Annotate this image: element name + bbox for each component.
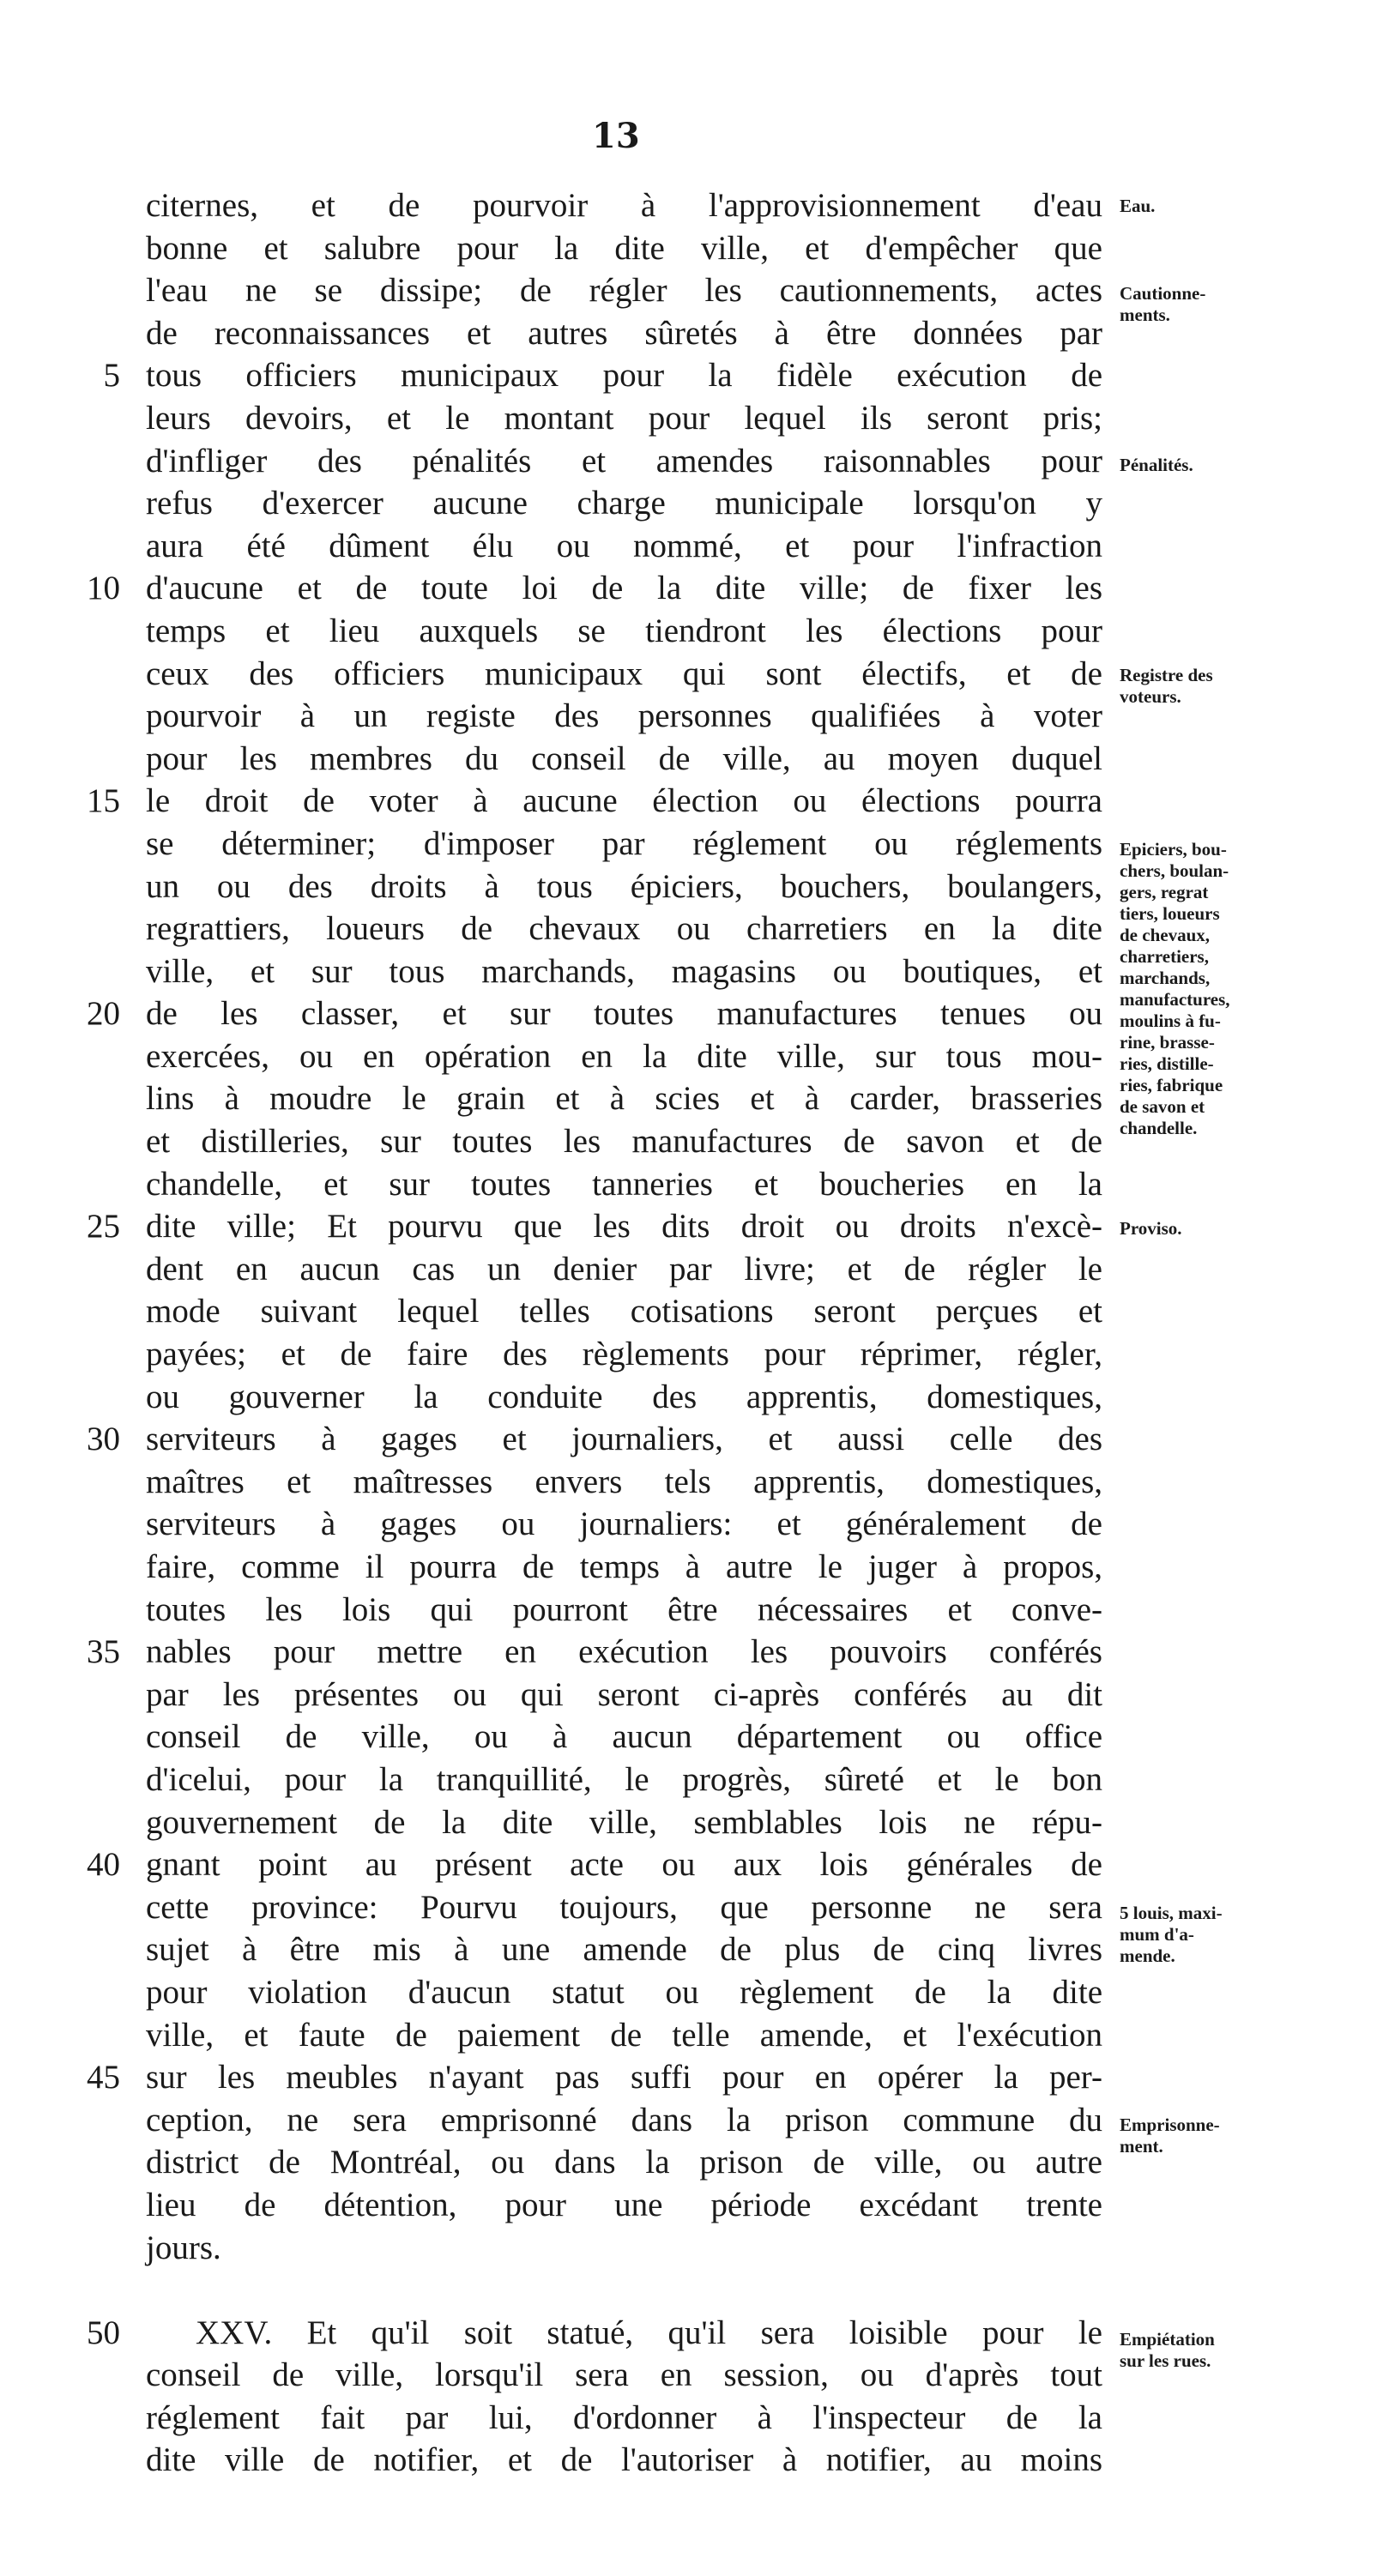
- line-text: gnant point au présent acte ou aux lois générales de: [146, 1846, 1102, 1884]
- margin-note-line: marchands,: [1120, 968, 1211, 988]
- line-text: un ou des droits à tous épiciers, bouchers, boulangers,: [146, 867, 1102, 905]
- text-line: [87, 567, 1102, 610]
- text-line: [103, 354, 1102, 397]
- text-line: [146, 1716, 1102, 1759]
- text-line: [146, 1546, 1102, 1589]
- margin-note-line: Pénalités.: [1120, 455, 1193, 475]
- text-line: [146, 1503, 1102, 1546]
- line-text: ception, ne sera emprisonné dans la prison commune du: [146, 2101, 1102, 2139]
- page-number: 13: [592, 116, 640, 156]
- margin-note-registre: [1120, 665, 1377, 708]
- text-line: [146, 184, 1102, 227]
- text-line: [146, 908, 1102, 950]
- line-number: 50: [87, 2314, 120, 2351]
- line-text: XXV. Et qu'il soit statué, qu'il sera loisible pour le: [196, 2314, 1102, 2351]
- margin-note-line: Registre des: [1120, 665, 1213, 685]
- margin-note-line: ments.: [1120, 305, 1170, 325]
- line-text: exercées, ou en opération en la dite ville, sur tous mou-: [146, 1037, 1102, 1075]
- text-line: [87, 2056, 1102, 2099]
- line-number: 20: [87, 995, 120, 1033]
- text-line: [146, 1035, 1102, 1078]
- text-line: [146, 1120, 1102, 1163]
- line-text: ville, et sur tous marchands, magasins ou boutiques, et: [146, 952, 1102, 990]
- text-line: [146, 823, 1102, 866]
- line-text: dent en aucun cas un denier par livre; et de régler le: [146, 1250, 1102, 1288]
- text-line: [146, 653, 1102, 696]
- margin-note-line: Emprisonne-: [1120, 2114, 1220, 2135]
- line-text: réglement fait par lui, d'ordonner à l'inspecteur de la: [146, 2398, 1102, 2436]
- margin-note-line: mende.: [1120, 1946, 1175, 1966]
- margin-note-line: tiers, loueurs: [1120, 903, 1220, 924]
- text-line: [146, 1971, 1102, 2014]
- line-text: nables pour mettre en exécution les pouvoirs conférés: [146, 1633, 1102, 1671]
- text-line: [146, 1589, 1102, 1632]
- line-text: conseil de ville, lorsqu'il sera en session, ou d'après tout: [146, 2356, 1102, 2394]
- margin-note-line: de chevaux,: [1120, 925, 1210, 945]
- line-text: serviteurs à gages et journaliers, et aussi celle des: [146, 1421, 1102, 1458]
- line-text: ou gouverner la conduite des apprentis, domestiques,: [146, 1378, 1102, 1415]
- line-number: 40: [87, 1846, 120, 1884]
- margin-note-line: Eau.: [1120, 196, 1156, 216]
- line-text: mode suivant lequel telles cotisations seront perçues et: [146, 1293, 1102, 1330]
- line-text: sur les meubles n'ayant pas suffi pour en opérer la per-: [146, 2059, 1102, 2096]
- margin-note-proviso: [1120, 1218, 1377, 1240]
- line-text: aura été dûment élu ou nommé, et pour l'infraction: [146, 527, 1102, 564]
- margin-note-line: gers, regrat: [1120, 882, 1209, 902]
- line-text: cette province: Pourvu toujours, que personne ne sera: [146, 1888, 1102, 1926]
- margin-note-epiciers: [1120, 839, 1377, 1139]
- margin-note-line: Proviso.: [1120, 1218, 1182, 1239]
- text-line: [146, 610, 1102, 653]
- margin-note-line: ment.: [1120, 2136, 1163, 2157]
- line-text: lins à moudre le grain et à scies et à carder, brasseries: [146, 1080, 1102, 1118]
- line-text: citernes, et de pourvoir à l'approvisionnement d'eau: [146, 187, 1102, 224]
- line-text: gouvernement de la dite ville, semblables lois ne répu-: [146, 1803, 1102, 1841]
- text-line: [146, 866, 1102, 908]
- line-text: refus d'exercer aucune charge municipale lorsqu'on y: [146, 485, 1102, 522]
- margin-note-line: Epiciers, bou-: [1120, 839, 1227, 860]
- text-line: [87, 1205, 1102, 1248]
- text-line: [146, 482, 1102, 525]
- section-heading-line: [87, 2312, 1102, 2355]
- text-line: [146, 269, 1102, 312]
- line-text: tous officiers municipaux pour la fidèle exécution de: [146, 357, 1102, 395]
- line-number: 45: [87, 2059, 120, 2096]
- text-line: [146, 1801, 1102, 1844]
- text-line: [87, 780, 1102, 823]
- margin-note-line: Cautionne-: [1120, 283, 1206, 304]
- text-line: [87, 992, 1102, 1035]
- text-line: [87, 1843, 1102, 1886]
- line-number: 25: [87, 1208, 120, 1246]
- text-line: [146, 950, 1102, 993]
- text-line: [146, 312, 1102, 355]
- line-text: serviteurs à gages ou journaliers: et généralement de: [146, 1505, 1102, 1543]
- line-text: sujet à être mis à une amende de plus de cinq livres: [146, 1931, 1102, 1969]
- line-text: toutes les lois qui pourront être nécessaires et conve-: [146, 1590, 1102, 1628]
- text-line: [146, 1674, 1102, 1716]
- margin-note-emprisonnement: [1120, 2114, 1377, 2157]
- margin-note-line: sur les rues.: [1120, 2350, 1211, 2371]
- text-line: [146, 2227, 1102, 2270]
- text-line: [146, 227, 1102, 270]
- margin-note-line: rine, brasse-: [1120, 1032, 1215, 1053]
- line-text: temps et lieu auxquels se tiendront les élections pour: [146, 612, 1102, 649]
- line-number: 30: [87, 1421, 120, 1458]
- margin-note-cautionnements: [1120, 283, 1377, 326]
- margin-note-line: 5 louis, maxi-: [1120, 1903, 1223, 1923]
- text-line: [146, 1333, 1102, 1376]
- line-text: d'infliger des pénalités et amendes raisonnables pour: [146, 442, 1102, 480]
- line-text: dite ville; Et pourvu que les dits droit ou droits n'excè-: [146, 1208, 1102, 1246]
- line-text: leurs devoirs, et le montant pour lequel ils seront pris;: [146, 399, 1102, 437]
- margin-note-empietation: [1120, 2329, 1377, 2372]
- text-line: [146, 440, 1102, 483]
- line-text: district de Montréal, ou dans la prison de ville, ou autre: [146, 2144, 1102, 2181]
- line-text: bonne et salubre pour la dite ville, et d'empêcher que: [146, 229, 1102, 267]
- line-text: dite ville de notifier, et de l'autoriser à notifier, au moins: [146, 2441, 1102, 2479]
- text-line: [146, 1759, 1102, 1801]
- margin-note-line: chandelle.: [1120, 1118, 1198, 1138]
- margin-note-line: mum d'a-: [1120, 1924, 1194, 1945]
- text-line: [87, 1631, 1102, 1674]
- line-text: par les présentes ou qui seront ci-après conférés au dit: [146, 1675, 1102, 1713]
- margin-note-line: ries, fabrique: [1120, 1075, 1223, 1095]
- text-line: [146, 1376, 1102, 1419]
- line-text: pourvoir à un registe des personnes qualifiées à voter: [146, 697, 1102, 735]
- text-line: [146, 1077, 1102, 1120]
- text-line: [146, 1928, 1102, 1971]
- line-text: de reconnaissances et autres sûretés à être données par: [146, 314, 1102, 352]
- margin-note-line: chers, boulan-: [1120, 860, 1229, 881]
- line-text: conseil de ville, ou à aucun département ou office: [146, 1718, 1102, 1756]
- text-line: [146, 1290, 1102, 1333]
- line-text: faire, comme il pourra de temps à autre le juger à propos,: [146, 1548, 1102, 1585]
- text-line: [146, 1461, 1102, 1504]
- text-line: [146, 397, 1102, 440]
- margin-note-line: ries, distille-: [1120, 1053, 1214, 1074]
- line-text: chandelle, et sur toutes tanneries et boucheries en la: [146, 1165, 1102, 1203]
- text-line: [146, 2141, 1102, 2184]
- text-line: [146, 695, 1102, 738]
- margin-note-eau: [1120, 196, 1377, 217]
- line-text: jours.: [146, 2229, 221, 2266]
- text-line: [146, 1248, 1102, 1291]
- margin-note-line: voteurs.: [1120, 686, 1181, 707]
- text-line: [146, 1163, 1102, 1206]
- line-number: 5: [103, 357, 120, 395]
- margin-note-line: manufactures,: [1120, 989, 1230, 1010]
- body-text: [87, 184, 1102, 2482]
- text-line: [146, 1886, 1102, 1929]
- line-text: d'icelui, pour la tranquillité, le progrès, sûreté et le bon: [146, 1760, 1102, 1798]
- line-text: ville, et faute de paiement de telle amende, et l'exécution: [146, 2016, 1102, 2054]
- text-line: [146, 2099, 1102, 2142]
- text-line: [146, 2439, 1102, 2482]
- line-text: de les classer, et sur toutes manufactures tenues ou: [146, 995, 1102, 1033]
- line-text: payées; et de faire des règlements pour réprimer, régler,: [146, 1336, 1102, 1373]
- line-number: 15: [87, 782, 120, 820]
- line-number: 35: [87, 1633, 120, 1671]
- text-line: [146, 2397, 1102, 2440]
- line-text: ceux des officiers municipaux qui sont électifs, et de: [146, 655, 1102, 692]
- margin-note-penalites: [1120, 455, 1377, 476]
- margin-note-line: moulins à fu-: [1120, 1010, 1221, 1031]
- line-text: et distilleries, sur toutes les manufactures de savon et de: [146, 1123, 1102, 1161]
- line-text: se déterminer; d'imposer par réglement ou réglements: [146, 824, 1102, 862]
- margin-note-line: de savon et: [1120, 1096, 1205, 1117]
- line-text: l'eau ne se dissipe; de régler les cautionnements, actes: [146, 272, 1102, 310]
- margin-note-amende: [1120, 1903, 1377, 1967]
- line-text: pour violation d'aucun statut ou règlement de la dite: [146, 1973, 1102, 2011]
- line-text: pour les membres du conseil de ville, au moyen duquel: [146, 739, 1102, 777]
- text-line: [146, 2014, 1102, 2057]
- line-text: le droit de voter à aucune élection ou élections pourra: [146, 782, 1102, 820]
- line-number: 10: [87, 570, 120, 607]
- line-text: lieu de détention, pour une période excédant trente: [146, 2186, 1102, 2223]
- text-line: [87, 1418, 1102, 1461]
- line-text: maîtres et maîtresses envers tels apprentis, domestiques,: [146, 1463, 1102, 1500]
- text-line: [146, 2354, 1102, 2397]
- line-text: d'aucune et de toute loi de la dite ville; de fixer les: [146, 570, 1102, 607]
- text-line: [146, 525, 1102, 568]
- text-line: [146, 2184, 1102, 2227]
- text-line: [146, 738, 1102, 781]
- margin-note-line: Empiétation: [1120, 2329, 1215, 2350]
- line-text: regrattiers, loueurs de chevaux ou charretiers en la dite: [146, 910, 1102, 948]
- margin-note-line: charretiers,: [1120, 946, 1209, 967]
